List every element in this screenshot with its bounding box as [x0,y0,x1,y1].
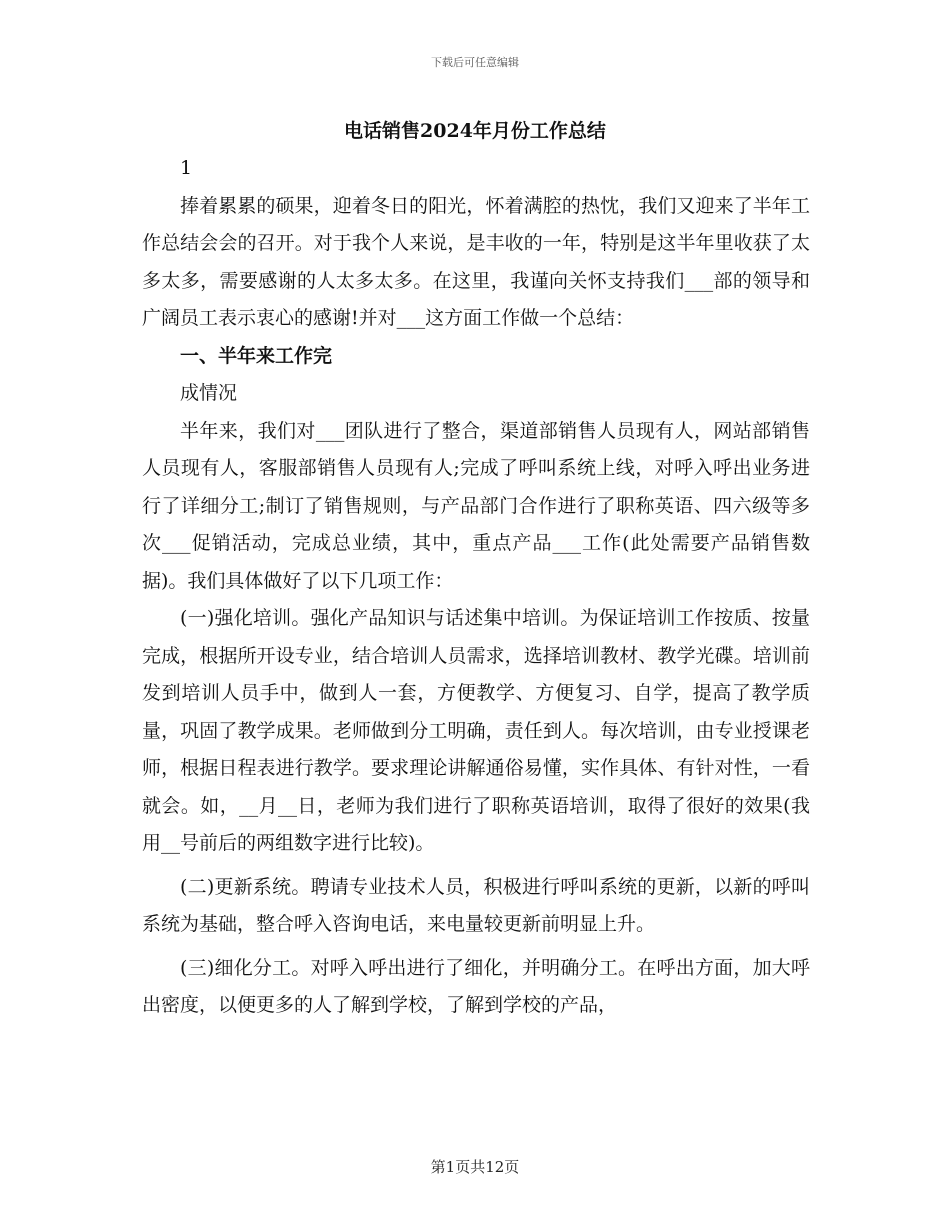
section-heading: 一、半年来工作完 [180,344,333,367]
section-heading-continued: 成情况 [180,382,238,404]
document-title: 电话销售2024年月份工作总结 [344,120,606,142]
paragraph-system-update: (二)更新系统。聘请专业技术人员，积极进行呼叫系统的更新，以新的呼叫系统为基础，整合呼入咨询电话，来电量较更新前明显上升。 [142,875,810,935]
page-header: 下载后可任意编辑 [431,56,519,69]
paragraph-number: 1 [180,157,193,179]
paragraph-summary: 半年来，我们对___团队进行了整合，渠道部销售人员现有人，网站部销售人员现有人，客服部销售人员现有人;完成了呼叫系统上线，对呼入呼出业务进行了详细分工;制订了销售规则，与产品部门合作进行了职称英语、四六级等多次___促销活动，完成总业绩，其中，重点产品___工作(此处需要产品销售数据)。我们具体做好了以下几项工作： [142,419,810,592]
paragraph-intro: 捧着累累的硕果，迎着冬日的阳光，怀着满腔的热忱，我们又迎来了半年工作总结会会的召开。对于我个人来说，是丰收的一年，特别是这半年里收获了太多太多，需要感谢的人太多太多。在这里，我谨向关怀支持我们___部的领导和广阔员工表示衷心的感谢!并对___这方面工作做一个总结： [142,194,810,329]
document-body [142,150,810,1025]
paragraph-division: (三)细化分工。对呼入呼出进行了细化，并明确分工。在呼出方面，加大呼出密度，以便更多的人了解到学校，了解到学校的产品， [142,956,810,1016]
paragraph-training: (一)强化培训。强化产品知识与话述集中培训。为保证培训工作按质、按量完成，根据所开设专业，结合培训人员需求，选择培训教材、教学光碟。培训前发到培训人员手中，做到人一套，方便教学、方便复习、自学，提高了教学质量，巩固了教学成果。老师做到分工明确，责任到人。每次培训，由专业授课老师，根据日程表进行教学。要求理论讲解通俗易懂，实作具体、有针对性，一看就会。如，__月__日，老师为我们进行了职称英语培训，取得了很好的效果(我用__号前后的两组数字进行比较)。 [142,607,810,854]
page-footer: 第1页共12页 [430,1158,520,1176]
